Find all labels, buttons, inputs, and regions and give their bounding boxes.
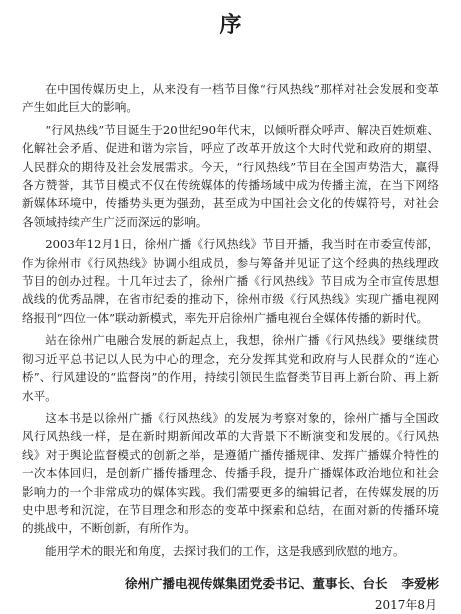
author-position: 徐州广播电视传媒集团党委书记、董事长、台长 <box>124 576 388 592</box>
preface-body <box>22 80 439 560</box>
paragraph-2: “行风热线”节目诞生于20世纪90年代末，以倾听群众呼声、解决百姓烦难、化解社会矛盾、促进和谐为宗旨，呼应了改革开放这个大时代党和政府的期望、人民群众的期待及社会发展需求。今天，“行风热线”节目在全国声势浩大，赢得各方赞誉，其节目模式不仅在传统媒体的传播场域中成为传播主流，在当下网络新媒体环境中，传播势头更为强劲，甚至成为中国社会文化的传媒符号，对社会各领域持续产生广泛而深远的影响。 <box>22 122 439 229</box>
paragraph-1: 在中国传媒历史上，从来没有一档节目像“行风热线”那样对社会发展和变革产生如此巨大的影响。 <box>22 82 439 115</box>
signature-date: 2017年8月 <box>374 598 437 613</box>
paragraph-6: 能用学术的眼光和角度，去探讨我们的工作，这是我感到欣慰的地方。 <box>45 543 405 558</box>
paragraph-5: 这本书是以徐州广播《行风热线》的发展为考察对象的，徐州广播与全国政风行风热线一样，是在新时期新闻改革的大背景下不断演变和发展的。《行风热线》对于舆论监督模式的创新之举，是遵循广播传播规律、发挥广播媒介特性的一次本体回归，是创新广播传播理念、传播手段，提升广播媒体政治地位和社会影响力的一个非常成功的媒体实践。我们需要更多的编辑记者，在传媒发展的历史中思考和沉淀，在节目理念和形态的变革中探索和总结，在面对新的传播环境的挑战中，不断创新，有所作为。 <box>22 410 439 536</box>
page-title: 序 <box>219 12 242 38</box>
author-name: 李爱彬 <box>401 576 439 592</box>
paragraph-4: 站在徐州广电融合发展的新起点上，我想，徐州广播《行风热线》要继续贯彻习近平总书记以人民为中心的理念，充分发挥其党和政府与人民群众的“连心桥”、行风建设的“监督岗”的作用，持续引领民生监督类节目再上新台阶、再上新水平。 <box>22 333 439 403</box>
author-signature <box>22 574 439 594</box>
paragraph-3: 2003年12月1日，徐州广播《行风热线》节目开播，我当时在市委宣传部，作为徐州市《行风热线》协调小组成员，参与筹备并见证了这个经典的热线理政节目的创办过程。十几年过去了，徐州广播《行风热线》节目成为全市宣传思想战线的优秀品牌，在省市纪委的推动下，徐州市级《行风热线》实现广播电视网络报刊“四位一体”联动新模式，率先开启徐州广播电视台全媒体传播的新时代。 <box>22 237 439 325</box>
